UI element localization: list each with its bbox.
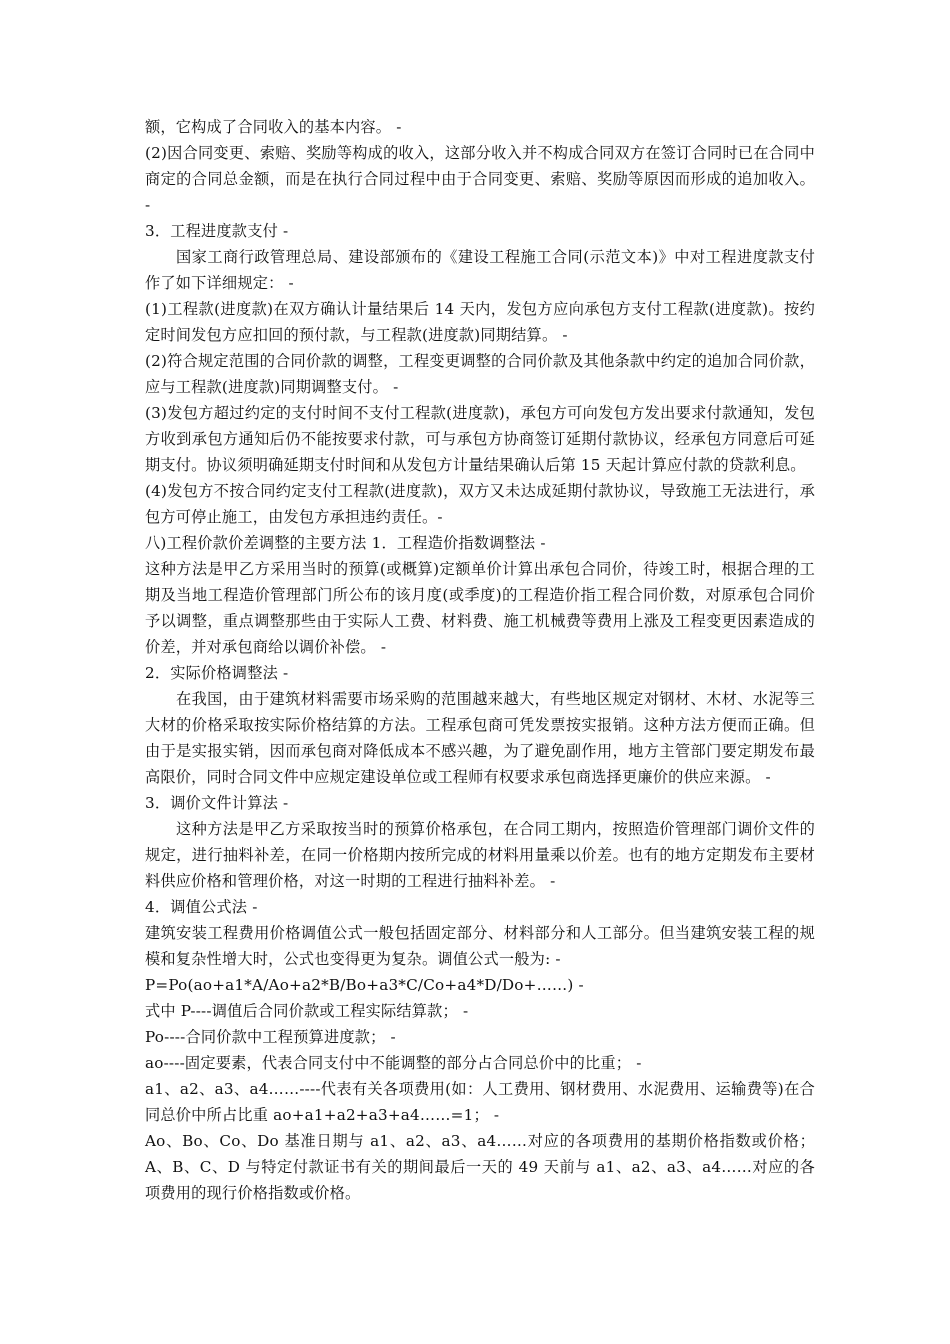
paragraph-document-calculation-method: 这种方法是甲乙方采取按当时的预算价格承包，在合同工期内，按照造价管理部门调价文件的规定，进行抽料补差，在同一价格期内按所完成的材料用量乘以价差。也有的地方定期发布主要材料供应价格和管理价格，对这一时期的工程进行抽料补差。 -	[145, 820, 815, 890]
heading-progress-payment: 3．工程进度款支付 -	[145, 222, 289, 240]
paragraph-rule-2: (2)符合规定范围的合同价款的调整，工程变更调整的合同价款及其他条款中约定的追加合同价款，应与工程款(进度款)同期调整支付。 -	[145, 352, 815, 396]
heading-document-calculation-method: 3．调价文件计算法 -	[145, 794, 289, 812]
paragraph-actual-price-method: 在我国，由于建筑材料需要市场采购的范围越来越大，有些地区规定对钢材、木材、水泥等三大材的价格采取按实际价格结算的方法。工程承包商可凭发票按实报销。这种方法方便而正确。但由于是实报实销，因而承包商对降低成本不感兴趣，为了避免副作用，地方主管部门要定期发布最高限价，同时合同文件中应规定建设单位或工程师有权要求承包商选择更廉价的供应来源。 -	[145, 690, 815, 786]
heading-actual-price-method: 2．实际价格调整法 -	[145, 664, 289, 682]
definition-p: 式中 P----调值后合同价款或工程实际结算款； -	[145, 1002, 469, 1020]
paragraph-contract-revenue-end: 额，它构成了合同收入的基本内容。 -	[145, 118, 402, 136]
paragraph-rule-1: (1)工程款(进度款)在双方确认计量结果后 14 天内，发包方应向承包方支付工程款(进度款)。按约定时间发包方应扣回的预付款，与工程款(进度款)同期结算。 -	[145, 300, 815, 344]
paragraph-rule-4: (4)发包方不按合同约定支付工程款(进度款)，双方又未达成延期付款协议，导致施工无法进行，承包方可停止施工，由发包方承担违约责任。-	[145, 482, 815, 526]
definition-po: Po----合同价款中工程预算进度款； -	[145, 1028, 396, 1046]
paragraph-additional-revenue: (2)因合同变更、索赔、奖励等构成的收入，这部分收入并不构成合同双方在签订合同时已在合同中商定的合同总金额，而是在执行合同过程中由于合同变更、索赔、奖励等原因而形成的追加收入。 -	[145, 144, 815, 214]
formula-line: P=Po(ao+a1*A/Ao+a2*B/Bo+a3*C/Co+a4*D/Do+……) -	[145, 976, 584, 994]
paragraph-payment-rules-intro: 国家工商行政管理总局、建设部颁布的《建设工程施工合同(示范文本)》中对工程进度款支付作了如下详细规定： -	[145, 248, 815, 292]
definition-a1-a4: a1、a2、a3、a4……----代表有关各项费用(如：人工费用、钢材费用、水泥费用、运输费等)在合同总价中所占比重 ao+a1+a2+a3+a4……=1； -	[145, 1080, 815, 1124]
definition-indices: Ao、Bo、Co、Do 基准日期与 a1、a2、a3、a4……对应的各项费用的基期价格指数或价格；A、B、C、D 与特定付款证书有关的期间最后一天的 49 天前与 a1、a2、a3、a4……对应的各项费用的现行价格指数或价格。	[145, 1132, 815, 1202]
paragraph-rule-3: (3)发包方超过约定的支付时间不支付工程款(进度款)，承包方可向发包方发出要求付款通知，发包方收到承包方通知后仍不能按要求付款，可与承包方协商签订延期付款协议，经承包方同意后可延期支付。协议须明确延期支付时间和从发包方计量结果确认后第 15 天起计算应付款的贷款利息。	[145, 404, 815, 474]
paragraph-formula-intro: 建筑安装工程费用价格调值公式一般包括固定部分、材料部分和人工部分。但当建筑安装工程的规模和复杂性增大时，公式也变得更为复杂。调值公式一般为: -	[145, 924, 815, 968]
definition-ao: ao----固定要素，代表合同支付中不能调整的部分占合同总价中的比重； -	[145, 1054, 642, 1072]
heading-formula-method: 4．调值公式法 -	[145, 898, 258, 916]
document-page	[145, 114, 815, 1206]
paragraph-index-method: 这种方法是甲乙方采用当时的预算(或概算)定额单价计算出承包合同价，待竣工时，根据合理的工期及当地工程造价管理部门所公布的该月度(或季度)的工程造价指工程合同价数，对原承包合同价予以调整，重点调整那些由于实际人工费、材料费、施工机械费等费用上涨及工程变更因素造成的价差，并对承包商给以调价补偿。 -	[145, 560, 815, 656]
heading-price-adjustment-methods: 八)工程价款价差调整的主要方法 1．工程造价指数调整法 -	[145, 534, 546, 552]
